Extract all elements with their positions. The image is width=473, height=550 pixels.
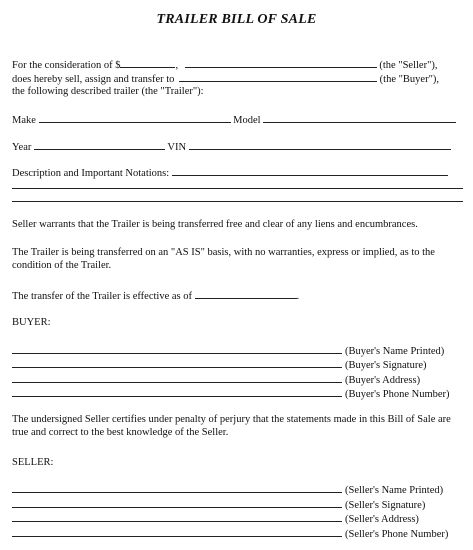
seller-address-field[interactable] <box>12 511 342 522</box>
transfer-line <box>12 71 439 86</box>
model-field[interactable] <box>263 112 456 123</box>
consideration-line: For the consideration of $ , (the "Seller"), <box>12 57 438 72</box>
certification-paragraph: The undersigned Seller certifies under penalty of perjury that the statements made in this Bill of Sale are true and correct to the best knowledge of the Seller. <box>12 414 451 438</box>
seller-phone-row <box>12 526 448 541</box>
buyer-address-row <box>12 372 420 387</box>
buyer-phone-caption: (Buyer's Phone Number) <box>345 389 450 400</box>
seller-name-blank[interactable] <box>185 57 377 68</box>
description-field[interactable] <box>172 165 448 176</box>
consideration-label: For the consideration of $ <box>12 60 121 71</box>
seller-signature-caption: (Seller's Signature) <box>345 500 426 511</box>
seller-suffix: (the "Seller"), <box>379 60 438 71</box>
warranty-paragraph: Seller warrants that the Trailer is being transferred free and clear of any liens and encumbrances. <box>12 219 418 230</box>
document-title: TRAILER BILL OF SALE <box>156 12 317 27</box>
buyer-name-caption: (Buyer's Name Printed) <box>345 346 445 357</box>
buyer-signature-field[interactable] <box>12 357 342 368</box>
year-field[interactable] <box>34 139 165 150</box>
description-extra-line-2[interactable] <box>12 201 463 202</box>
seller-name-caption: (Seller's Name Printed) <box>345 485 444 496</box>
model-label: Model <box>233 115 261 126</box>
buyer-address-caption: (Buyer's Address) <box>345 375 421 386</box>
seller-name-row <box>12 482 443 497</box>
buyer-name-field[interactable] <box>12 343 342 354</box>
make-field[interactable] <box>39 112 231 123</box>
buyer-name-row <box>12 343 444 358</box>
as-is-paragraph: The Trailer is being transferred on an "AS IS" basis, with no warranties, express or implied, as to the condition of the Trailer. <box>12 247 435 271</box>
transfer-label: does hereby sell, assign and transfer to <box>12 74 175 85</box>
buyer-signature-row <box>12 357 427 372</box>
seller-address-caption: (Seller's Address) <box>345 514 419 525</box>
consideration-amount-blank[interactable] <box>120 57 175 68</box>
effective-date-label: The transfer of the Trailer is effective as of <box>12 291 192 302</box>
seller-address-row <box>12 511 419 526</box>
buyer-suffix: (the "Buyer"), <box>379 74 439 85</box>
described-trailer-line: the following described trailer (the "Trailer"): <box>12 86 204 97</box>
seller-name-field[interactable] <box>12 482 342 493</box>
description-extra-line-1[interactable] <box>12 188 463 189</box>
seller-phone-field[interactable] <box>12 526 342 537</box>
effective-date-period: . <box>296 291 300 302</box>
buyer-name-blank[interactable] <box>179 71 377 82</box>
buyer-address-field[interactable] <box>12 372 342 383</box>
buyer-phone-row <box>12 386 450 401</box>
year-label: Year <box>12 142 32 153</box>
vin-field[interactable] <box>189 139 451 150</box>
vin-label: VIN <box>167 142 187 153</box>
make-label: Make <box>12 115 36 126</box>
effective-date-line <box>12 288 299 303</box>
seller-signature-row <box>12 497 425 512</box>
buyer-signature-caption: (Buyer's Signature) <box>345 360 427 371</box>
buyer-phone-field[interactable] <box>12 386 342 397</box>
description-label: Description and Important Notations: <box>12 168 170 179</box>
buyer-heading: BUYER: <box>12 317 51 328</box>
seller-heading: SELLER: <box>12 457 54 468</box>
year-vin-line <box>12 139 451 154</box>
description-line <box>12 165 448 180</box>
effective-date-field[interactable] <box>195 288 297 299</box>
make-model-line <box>12 112 456 127</box>
seller-signature-field[interactable] <box>12 497 342 508</box>
seller-phone-caption: (Seller's Phone Number) <box>345 529 449 540</box>
